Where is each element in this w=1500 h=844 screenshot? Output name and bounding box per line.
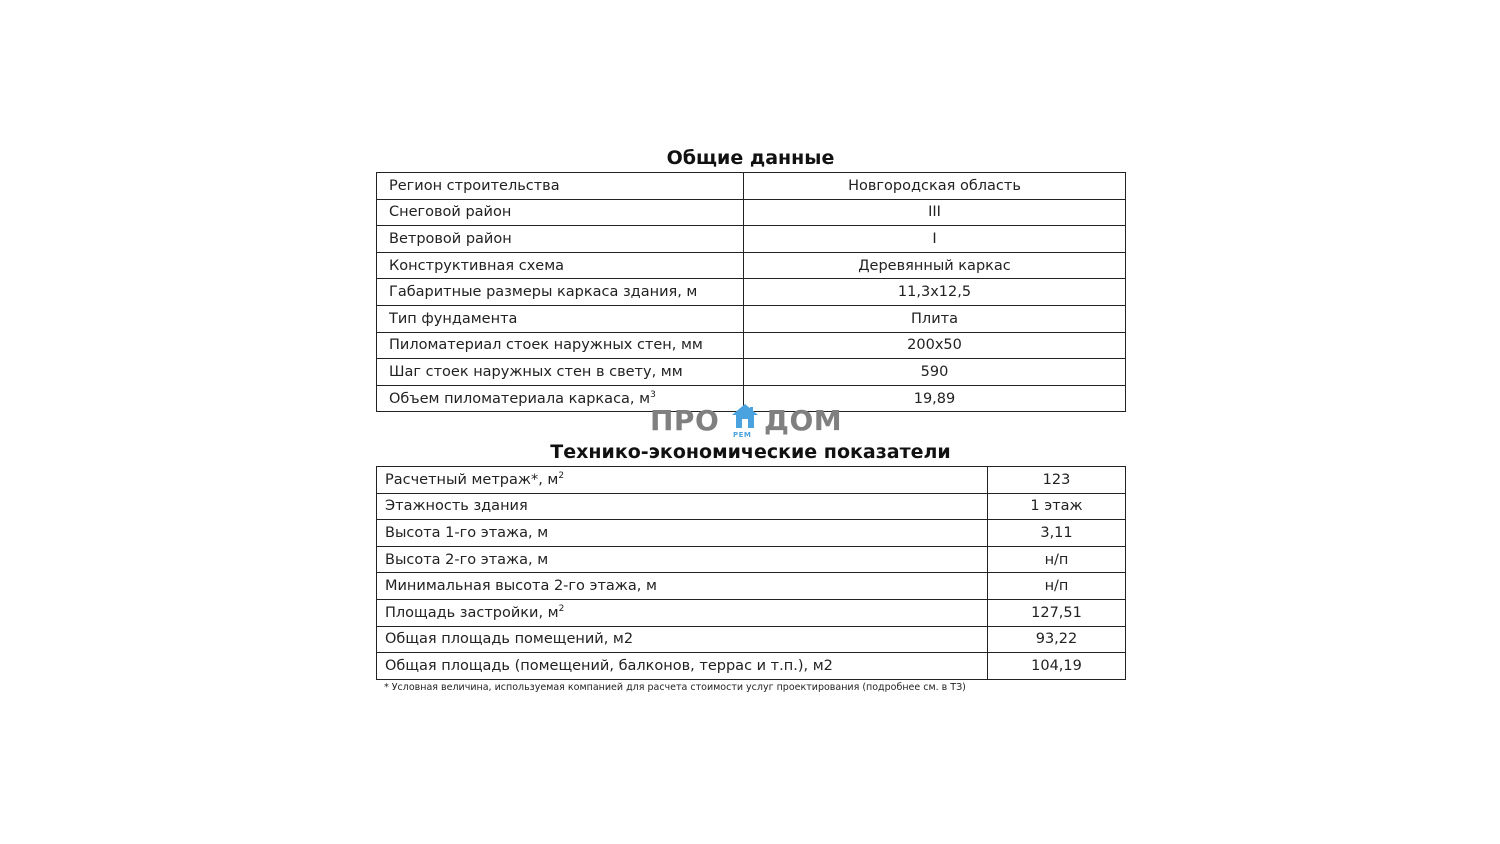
logo-text-pro: ПРО bbox=[650, 404, 720, 437]
row-value: 1 этаж bbox=[988, 493, 1126, 520]
row-value: н/п bbox=[988, 546, 1126, 573]
table-row bbox=[377, 653, 1126, 680]
row-value: 93,22 bbox=[988, 626, 1126, 653]
table-row bbox=[377, 467, 1126, 494]
row-label: Конструктивная схема bbox=[377, 252, 744, 279]
row-value: 590 bbox=[744, 359, 1126, 386]
row-label: Этажность здания bbox=[377, 493, 988, 520]
row-value: 104,19 bbox=[988, 653, 1126, 680]
table-row bbox=[377, 226, 1126, 253]
row-label: Снеговой район bbox=[377, 199, 744, 226]
row-value: 11,3х12,5 bbox=[744, 279, 1126, 306]
watermark-logo bbox=[650, 402, 850, 442]
row-label: Тип фундамента bbox=[377, 305, 744, 332]
table-row bbox=[377, 493, 1126, 520]
row-label: Ветровой район bbox=[377, 226, 744, 253]
row-label: Шаг стоек наружных стен в свету, мм bbox=[377, 359, 744, 386]
row-label bbox=[377, 599, 988, 626]
row-value: н/п bbox=[988, 573, 1126, 600]
table-row bbox=[377, 599, 1126, 626]
row-label-text: Площадь застройки, м bbox=[385, 604, 559, 621]
table-row bbox=[377, 359, 1126, 386]
table-row bbox=[377, 546, 1126, 573]
row-label-text: Объем пиломатериала каркаса, м bbox=[389, 390, 651, 407]
table-row bbox=[377, 573, 1126, 600]
row-label: Габаритные размеры каркаса здания, м bbox=[377, 279, 744, 306]
row-value: I bbox=[744, 226, 1126, 253]
row-value: III bbox=[744, 199, 1126, 226]
row-label-text: Расчетный метраж*, м bbox=[385, 471, 559, 488]
table-row bbox=[377, 332, 1126, 359]
logo-subtext: РЕМ bbox=[733, 431, 752, 439]
row-label: Пиломатериал стоек наружных стен, мм bbox=[377, 332, 744, 359]
row-value: 3,11 bbox=[988, 520, 1126, 547]
row-label bbox=[377, 467, 988, 494]
general-data-title: Общие данные bbox=[666, 147, 835, 169]
table-row bbox=[377, 199, 1126, 226]
row-label: Общая площадь (помещений, балконов, террас и т.п.), м2 bbox=[377, 653, 988, 680]
table-row bbox=[377, 279, 1126, 306]
row-label: Минимальная высота 2-го этажа, м bbox=[377, 573, 988, 600]
table-row bbox=[377, 520, 1126, 547]
row-label: Высота 1-го этажа, м bbox=[377, 520, 988, 547]
row-value: 200х50 bbox=[744, 332, 1126, 359]
superscript: 3 bbox=[650, 389, 656, 400]
row-value: Деревянный каркас bbox=[744, 252, 1126, 279]
footnote: * Условная величина, используемая компанией для расчета стоимости услуг проектирования (подробнее см. в ТЗ) bbox=[384, 682, 966, 693]
tech-indicators-table bbox=[376, 466, 1126, 680]
table-row bbox=[377, 173, 1126, 200]
row-label: Высота 2-го этажа, м bbox=[377, 546, 988, 573]
row-value: Плита bbox=[744, 305, 1126, 332]
row-value: 127,51 bbox=[988, 599, 1126, 626]
row-label: Регион строительства bbox=[377, 173, 744, 200]
row-label: Общая площадь помещений, м2 bbox=[377, 626, 988, 653]
table-row bbox=[377, 305, 1126, 332]
logo-text-dom: ДОМ bbox=[764, 404, 843, 437]
tech-indicators-title: Технико-экономические показатели bbox=[550, 441, 951, 463]
row-value: 123 bbox=[988, 467, 1126, 494]
general-data-table bbox=[376, 172, 1126, 412]
row-value: 19,89 bbox=[744, 385, 1126, 412]
row-value: Новгородская область bbox=[744, 173, 1126, 200]
superscript: 2 bbox=[558, 603, 565, 614]
table-row bbox=[377, 626, 1126, 653]
table-row bbox=[377, 252, 1126, 279]
house-icon bbox=[730, 402, 760, 430]
superscript: 2 bbox=[558, 470, 565, 481]
